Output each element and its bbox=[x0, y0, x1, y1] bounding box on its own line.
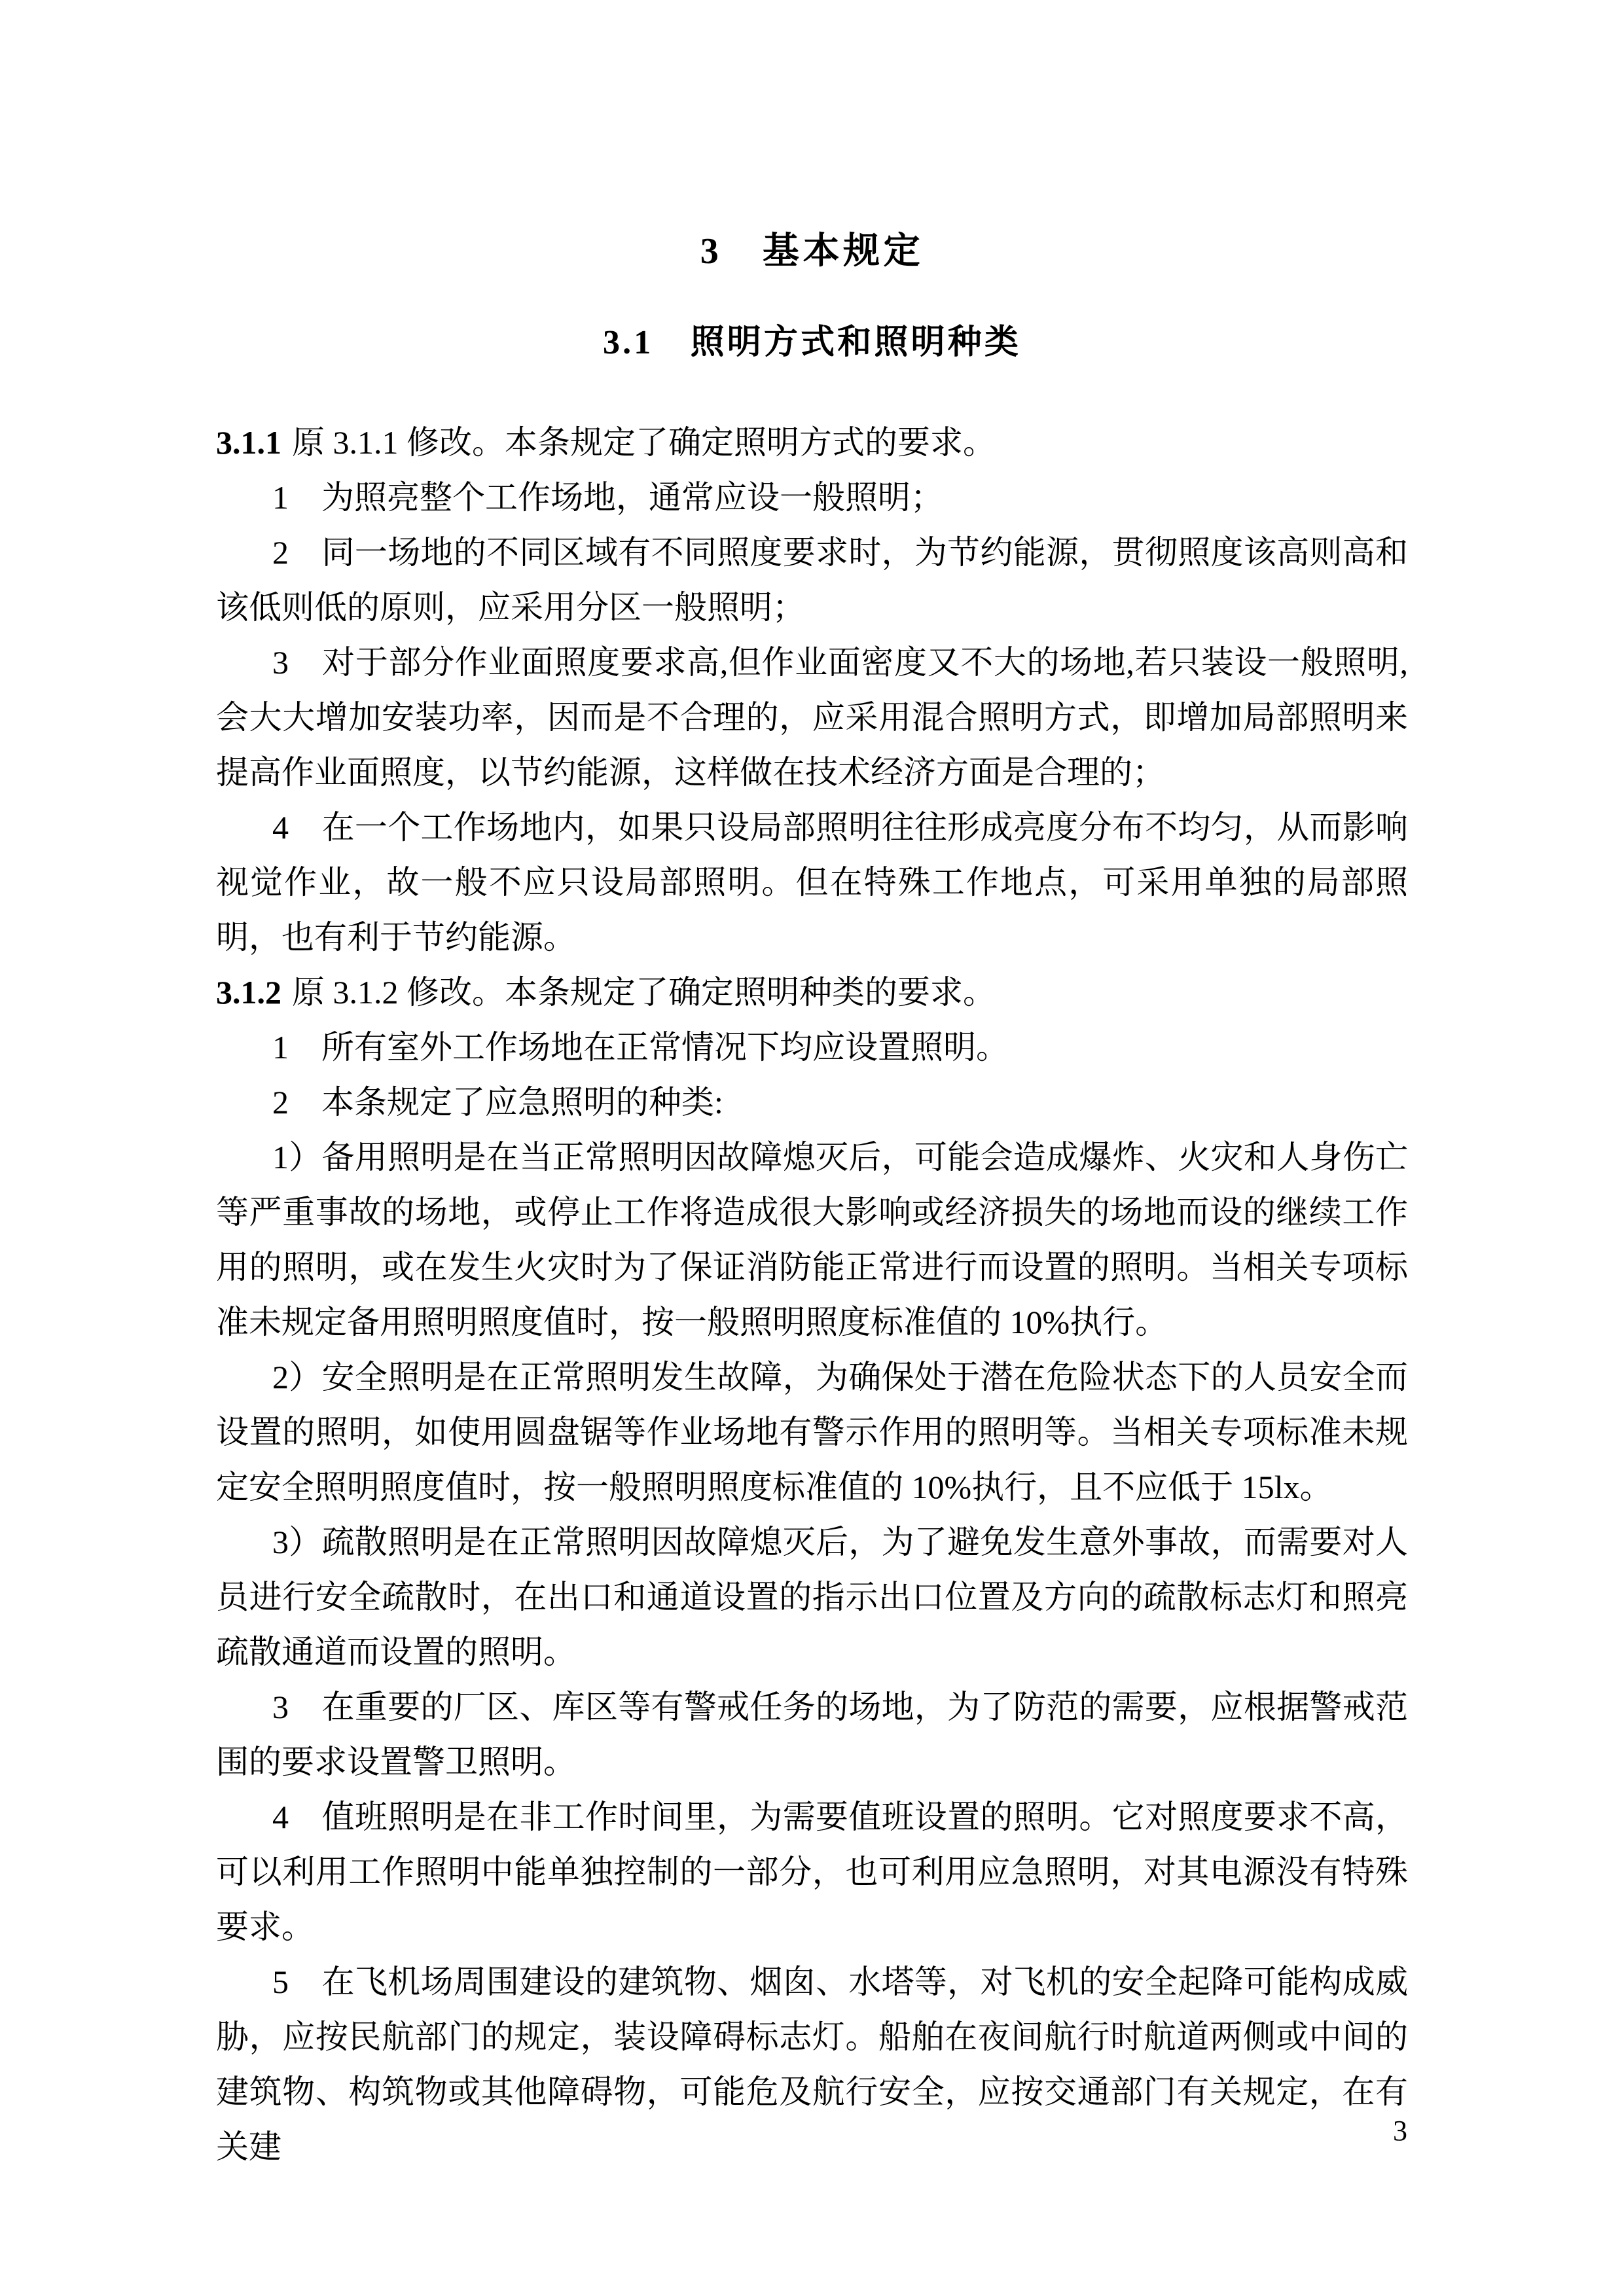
paragraph-text: 1）备用照明是在当正常照明因故障熄灭后，可能会造成爆炸、火灾和人身伤亡等严重事故的场地，或停止工作将造成很大影响或经济损失的场地而设的继续工作用的照明，或在发生火灾时为了保证消防能正常进行而设置的照明。当相关专项标准未规定备用照明照度值时，按一般照明照度标准值的 10%执行。 bbox=[216, 1139, 1408, 1340]
paragraph-item bbox=[216, 1789, 1408, 1954]
page-number: 3 bbox=[1393, 2115, 1407, 2147]
paragraph-text: 原 3.1.2 修改。本条规定了确定照明种类的要求。 bbox=[292, 974, 996, 1011]
paragraph-text: 4 在一个工作场地内，如果只设局部照明往往形成亮度分布不均匀，从而影响视觉作业，故一般不应只设局部照明。但在特殊工作地点，可采用单独的局部照明，也有利于节约能源。 bbox=[216, 809, 1408, 956]
paragraph-subitem bbox=[216, 1130, 1408, 1350]
paragraph-clause bbox=[216, 415, 1408, 470]
section-title: 3.1 照明方式和照明种类 bbox=[602, 324, 1022, 361]
paragraph-text: 4 值班照明是在非工作时间里，为需要值班设置的照明。它对照度要求不高，可以利用工作照明中能单独控制的一部分，也可利用应急照明，对其电源没有特殊要求。 bbox=[216, 1799, 1408, 1945]
paragraph-item bbox=[216, 525, 1408, 635]
paragraph-item bbox=[216, 1954, 1408, 2174]
paragraph-text: 3）疏散照明是在正常照明因故障熄灭后，为了避免发生意外事故，而需要对人员进行安全疏散时，在出口和通道设置的指示出口位置及方向的疏散标志灯和照亮疏散通道而设置的照明。 bbox=[216, 1524, 1408, 1670]
paragraph-item bbox=[216, 1679, 1408, 1789]
clause-number: 3.1.1 bbox=[216, 424, 281, 461]
paragraph-item bbox=[216, 635, 1408, 800]
paragraph-text: 3 对于部分作业面照度要求高,但作业面密度又不大的场地,若只装设一般照明,会大大增加安装功率，因而是不合理的，应采用混合照明方式，即增加局部照明来提高作业面照度，以节约能源，这样做在技术经济方面是合理的； bbox=[216, 644, 1408, 791]
document-content bbox=[216, 0, 1408, 2174]
paragraph-text: 1 为照亮整个工作场地，通常应设一般照明； bbox=[272, 479, 943, 516]
paragraph-item bbox=[216, 470, 1408, 525]
paragraph-subitem bbox=[216, 1350, 1408, 1515]
paragraph-text: 原 3.1.1 修改。本条规定了确定照明方式的要求。 bbox=[292, 424, 996, 461]
paragraph-text: 5 在飞机场周围建设的建筑物、烟囱、水塔等，对飞机的安全起降可能构成威胁，应按民航部门的规定，装设障碍标志灯。船舶在夜间航行时航道两侧或中间的建筑物、构筑物或其他障碍物，可能危及航行安全，应按交通部门有关规定，在有关建 bbox=[216, 1964, 1408, 2165]
document-body bbox=[216, 415, 1408, 2174]
paragraph-item bbox=[216, 1020, 1408, 1075]
paragraph-clause bbox=[216, 965, 1408, 1020]
paragraph-text: 2）安全照明是在正常照明发生故障，为确保处于潜在危险状态下的人员安全而设置的照明，如使用圆盘锯等作业场地有警示作用的照明等。当相关专项标准未规定安全照明照度值时，按一般照明照度标准值的 10%执行，且不应低于 15lx。 bbox=[216, 1359, 1408, 1505]
paragraph-text: 2 本条规定了应急照明的种类: bbox=[272, 1084, 723, 1121]
clause-number: 3.1.2 bbox=[216, 974, 281, 1011]
chapter-title: 3 基本规定 bbox=[700, 231, 924, 272]
paragraph-item bbox=[216, 1075, 1408, 1130]
paragraph-text: 1 所有室外工作场地在正常情况下均应设置照明。 bbox=[272, 1029, 1009, 1066]
paragraph-item bbox=[216, 800, 1408, 965]
paragraph-text: 2 同一场地的不同区域有不同照度要求时，为节约能源，贯彻照度该高则高和该低则低的原则，应采用分区一般照明； bbox=[216, 534, 1408, 626]
paragraph-subitem bbox=[216, 1515, 1408, 1679]
paragraph-text: 3 在重要的厂区、库区等有警戒任务的场地，为了防范的需要，应根据警戒范围的要求设置警卫照明。 bbox=[216, 1689, 1408, 1780]
